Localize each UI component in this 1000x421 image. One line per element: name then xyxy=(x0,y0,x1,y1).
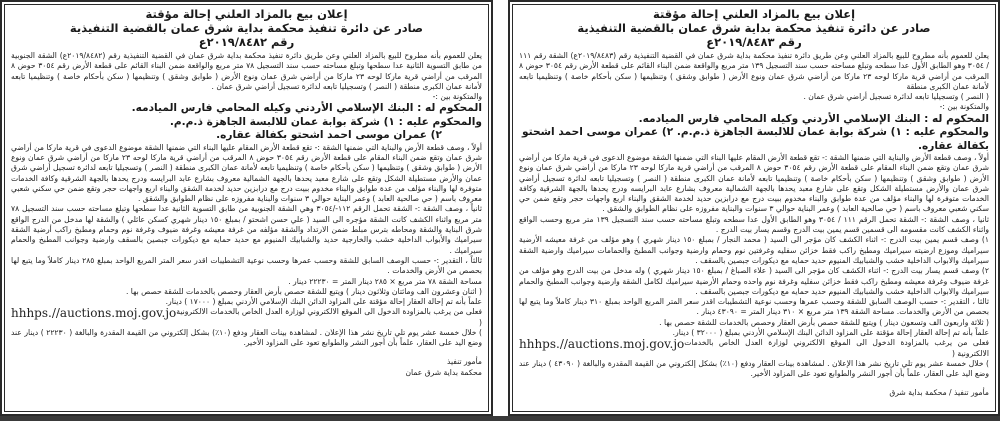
online-bidding-note: hhhps.//auctions.moj.gov.jo فعلى من يرغب بالمزاودة الدخول الى الموقع الالكتروني لوزارة العدل الخاص بالخدمات الالكترونية ( xyxy=(519,337,989,358)
left-section-description: ٢) وصف قسم يسار بيت الدرج :- اثناء الكشف كان مؤجر الى السيد ( علاء الصباغ / بمبلغ ١٥٠ دينار شهري ) وله مدخل من بيت الدرج وهو مؤلف من غرفة ضيوف وغرفة معيشه ومطبخ راكب فقط خزائن سفليه وغرفة نوم واحده وحمام الأرضية سيراميك لكامل الشقة وارضية وجوانب المطبخ والحمام سيراميك والابواب الداخلية خشب والشبابيك المنيوم حديد حمايه مع ديكورات جبصين بالسقف . xyxy=(519,266,989,296)
notice-subtitle: صادر عن دائرة تنفيذ محكمة بداية شرق عمان بالقضية التنفيذية xyxy=(69,21,424,35)
land-description: أولاً ، وصف قطعة الأرض والبناية التي ضمنها الشقة :- تقع قطعة الأرض المقام عليها البناء التي ضمنها الشقة موضوع الدعوى في قرية ماركا من أراضي شرق عمان وتقع ضمن البناء المقام على قطعة الأرض رقم ٣٠٥٤ حوض ٨ المرقب من أراضي قرية ماركا لوحه ٢٣ ماركا من أراضي شرق عمان ونوع الأرض ( طوابق وشقق ) وتنظيمها ( سكن بأحكام خاصة ) وتنظيميا تابعه لأمانة عمان الكبرى منطقة ( النصر ) وتسجيليا تابعه لدائرة تسجيل أراضي شرق عمان والأرض مستطيلة الشكل وتقع على شارع معبد يحدها بالجهة الشمالية معروف بشارع عابد البرايسه ودرج يحدها بالجهة الشرقية وكافة الخدمات متوفرة لها والبناء مؤلف من عدة طوابق والبناء مخدوم ببيت درج مع درابزين حديد لخدمة الشقق والبناء اربع واجهات حجر وتقع ضمن حي سكني شعبي معروف باسم ( حي صالحية العابد ) وعمر البناية حوالي ٣ سنوات والبناية مفروزه على نظام الطوابق والشقق . xyxy=(11,142,482,204)
auction-url-link[interactable]: hhhps.//auctions.moj.gov.jo xyxy=(519,337,685,352)
case-number: رقم ٢٠١٩/٨٤٨٣ع xyxy=(706,35,802,49)
parties-label: والمتكونة بين :- xyxy=(432,92,482,102)
notice-title: إعلان بيع بالمزاد العلني إحالة مؤقتة xyxy=(652,7,856,21)
signature: مأمور تنفيذ / محكمة بداية شرق xyxy=(889,387,989,397)
auction-notice-8483 xyxy=(508,0,1000,416)
notice-subtitle: صادر عن دائرة تنفيذ محكمة بداية شرق عمان بالقضية التنفيذية xyxy=(577,21,931,35)
amount-in-words: ( اثنان وعشرون الف ومائتان وثلاثون دينار ) ويتبع للشقة حصص بأرض العقار وحصص بالخدمات للشقة حصص بها . xyxy=(125,286,482,296)
apartment-description: ثانياً ، وصف الشقة :- الشقة تحمل الرقم ١١٢-/٣٠٥٤ وهي الشقة الجنوبية من طابق التسوية الثانية عدا سطحها وتبلغ مساحته حسب سند التسجيل ٧٨ متر مربع واثناء الكشف كانت الشقة مؤجره الى السيد ( علي حسن اشحتو / بمبلغ ١٥٠ دينار شهري كسكن عائلي ) والشقة لها مدخل من الدرج الواقع شرق البناية والشقة ومحاطه بترس مبلط ضمن الارتداد والشقة مؤلفه من غرفة معيشه وغرفة ضيوف وغرفة نوم وحمام ومطبخ راكب أرضية الشقة سيراميك والأبواب الداخلية خشب والخارجية حديد والشبابيك المنيوم مع حديد حمايه مع ديكورات جبصين بالسقف وارضية وجوانب المطبخ والحمام سيراميك . xyxy=(11,204,483,255)
online-bidding-note: hhhps.//auctions.moj.gov.jo فعلى من يرغب بالمزاودة الدخول الى الموقع الالكتروني لوزارة العدل الخاص بالخدمات الالكترونية ( xyxy=(11,306,482,327)
column-gutter xyxy=(493,0,508,421)
judgment-debtor-2: ٢) عمران موسى احمد اشحتو بكفالة عقاره. xyxy=(216,129,442,142)
intro-paragraph: يعلن للعموم بأنه مطروح للبيع بالمزاد العلني وعن طريق دائرة تنفيذ محكمة بداية شرق عمان في القضية التنفيذية رقم (٢٠١٩/٨٤٨٣ع) الشقة رقم ١١١ / ٣٠٥٤ وهو الطابق الأول عدا سطحه وتبلغ مساحته حسب سند التسجيل ١٣٩ متر مربع والواقعة ضمن البناء القائم على قطعة الأرض رقم ٣٠٥٤ حوض ٨ المرقب من أراضي قرية ماركا لوحه ٢٣ ماركا من أراضي شرق عمان ونوع الأرض ( طوابق وشقق ) وتنظيمها ( سكن بأحكام خاصة ) وتنظيميا تابعه لأمانة عمان الكبرى منطقة xyxy=(519,51,990,91)
judgment-creditor: المحكوم له : البنك الإسلامي الأردني وكيله المحامي فارس الميادمه. xyxy=(638,112,989,125)
land-description: أولاً ، وصف قطعة الأرض والبناية التي ضمنها الشقة :- تقع قطعة الأرض المقام عليها البناء التي ضمنها الشقة موضوع الدعوى في قرية ماركا من أراضي شرق عمان وتقع ضمن البناء المقام على قطعة الأرض رقم ٣٠٥٤ حوض ٨ المرقب من أراضي قرية ماركا لوحه ٢٣ ماركا من أراضي شرق عمان ونوع الأرض ( طوابق وشقق ) وتنظيمها ( سكن بأحكام خاصة ) وتنظيميا تابعه لأمانة عمان الكبرى منطقة ( النصر ) وتسجيليا تابعه لدائرة تسجيل أراضي شرق عمان والأرض مستطيلة الشكل وتقع على شارع معبد يحدها بالجهة الشمالية معروف بشارع عابد البرايسه ودرج يحدها بالجهة الشرقية وكافة الخدمات متوفرة لها والبناء مؤلف من عدة طوابق والبناء مخدوم ببيت درج مع درابزين حديد لخدمة الشقق والبناء اربع واجهات حجر وتقع ضمن حي سكني شعبي معروف باسم ( حي صالحية العابد ) وعمر البناية حوالي ٣ سنوات والبناية مفروزه على نظام الطوابق والشقق . xyxy=(519,153,989,214)
signature-title: مأمور تنفيذ xyxy=(447,356,482,366)
bottom-border xyxy=(0,416,1000,421)
deadline-note: ) خلال خمسة عشر يوم تلي تاريخ نشر هذا الإعلان . لمشاهدة بينات العقار ودفع (١٠٪) بشكل إلكتروني من القيمة المقدرة والبالغة ( ٤٣٠٩٠ ) دينار عند وضع اليد على العقار، علماً بأن أجور النشر والطوابع تعود على المزاود الأخير. xyxy=(519,358,990,379)
signature-court: محكمة بداية شرق عمان xyxy=(405,367,482,377)
parties-label: والمتكونة بين :- xyxy=(939,102,989,112)
referral-note: علماً بأنه تم إحالة العقار إحالة مؤقتة على المزاود الدائن البنك الإسلامي الأردني بمبلغ ( ٣٢٠٠٠ ) دينار. xyxy=(672,328,989,338)
notice-title: إعلان بيع بالمزاد العلني إحالة مؤقتة xyxy=(145,7,348,21)
auction-notice-8482 xyxy=(0,0,493,416)
apartment-description: ثانيا ، وصف الشقة :- الشقة تحمل الرقم ١١١ / ٣٠٥٤ وهو الطابق الأول عدا سطحه وتبلغ مساحته حسب سند التسجيل ١٣٩ متر مربع وحسب الواقع واثناء الكشف كانت مقسومه الى قسمين قسم يمين بيت الدرج وقسم يسار بيت الدرج . xyxy=(519,214,990,235)
referral-note: علماً بأنه تم إحالة العقار إحالة مؤقتة على المزاود الدائن البنك الإسلامي الأردني بمبلغ ( ١٧٠٠٠ ) دينار. xyxy=(165,297,482,307)
auction-url-link[interactable]: hhhps.//auctions.moj.gov.jo xyxy=(11,306,177,321)
case-number: رقم ٢٠١٩/٨٤٨٢ع xyxy=(198,35,295,49)
valuation: ثالثاً ، التقدير :- حسب الوصف السابق للشقة وحسب عمرها وحسب نوعية التشطيبات اقدر سعر المتر المربع الواحد بمبلغ ٢٨٥ دينار كاملاً وما يتبع لها بحصص من الأرض والخدمات . xyxy=(11,255,483,276)
amount-in-words: ( ثلاثة واربعون الف وتسعون دينار ) ويتبع للشقة حصص بأرض العقار وحصص بالخدمات للشقة حصص بها . xyxy=(659,317,989,327)
right-section-description: ١) وصف قسم يمين بيت الدرج :- اثناء الكشف كان مؤجر الى السيد ( محمد النجار / بمبلغ ١٥٠ دينار شهري ) وهو مؤلف من غرفة معيشه الأرضية سيراميك وموزع ارضيته سيراميك ومطبخ راكب فقط خزائن سفليه وغرفتين نوم وحمام وارضية وجوانب المطبخ والحمامات سيراميك وارضية الشقة سيراميك والابواب الداخلية خشب والشبابيك المنيوم حديد حمايه مع ديكورات جبصين بالسقف . xyxy=(519,235,989,265)
judgment-creditor: المحكوم له : البنك الإسلامي الأردني وكيله المحامي فارس الميادمه. xyxy=(131,102,482,115)
valuation: ثالثا ، التقدير :- حسب الوصف السابق للشقة وحسب عمرها وحسب نوعية التشطيبات اقدر سعر المتر المربع الواحد بمبلغ ٣١٠ دينار كاملاً وما يتبع لها بحصص من الأرض والخدمات. مساحة الشقة ١٣٩ متر مربع × ٣١٠ دينار المتر = ٤٣٠٩٠ دينار . xyxy=(519,297,990,317)
judgment-debtor: والمحكوم عليه : ١) شركة بوابة عمان للالبسة الجاهزة ذ.م.م. ٢) عمران موسى احمد اشحتو بكفالة عقاره. xyxy=(522,126,989,152)
intro-paragraph-continued: ( النصر ) وتسجيليا تابعه لدائرة تسجيل أراضي شرق عمان . xyxy=(803,92,989,102)
intro-paragraph: يعلن للعموم بأنه مطروح للبيع بالمزاد العلني وعن طريق دائرة تنفيذ محكمة بداية شرق عمان في القضية التنفيذية رقم (٢٠١٩/٨٤٨٢ع) الشقة الجنوبية من طابق التسوية الثانية عدا سطحها وتبلغ مساحته حسب سند التسجيل ٧٨ متر مربع والواقعة ضمن البناء القائم على قطعة الأرض رقم ٣٠٥٤ حوض ٨ المرقب من أراضي قرية ماركا لوحه ٢٣ ماركا من أراضي شرق عمان ونوع الأرض ( طوابق وشقق ) وتنظيمها ( سكن بأحكام خاصة ) وتنظيميا تابعه لأمانة عمان الكبرى منطقة ( النصر ) وتسجيليا تابعه لدائرة تسجيل أراضي شرق عمان . xyxy=(11,51,482,91)
judgment-debtor: والمحكوم عليه : ١) شركة بوابة عمان للالبسة الجاهزة ذ.م.م. xyxy=(169,115,482,128)
deadline-note: ) خلال خمسة عشر يوم تلي تاريخ نشر هذا الإعلان . لمشاهدة بينات العقار ودفع (١٠٪) بشكل إلكتروني من القيمة المقدرة والبالغة ( ٢٢٢٣٠ ) دينار عند وضع اليد على العقار، علماً بأن أجور النشر والطوابع تعود على المزاود الأخير. xyxy=(11,328,482,348)
area-calculation: مساحة الشقة ٧٨ متر مربع × ٢٨٥ دينار المتر = ٢٢٢٣٠ دينار . xyxy=(288,276,482,286)
